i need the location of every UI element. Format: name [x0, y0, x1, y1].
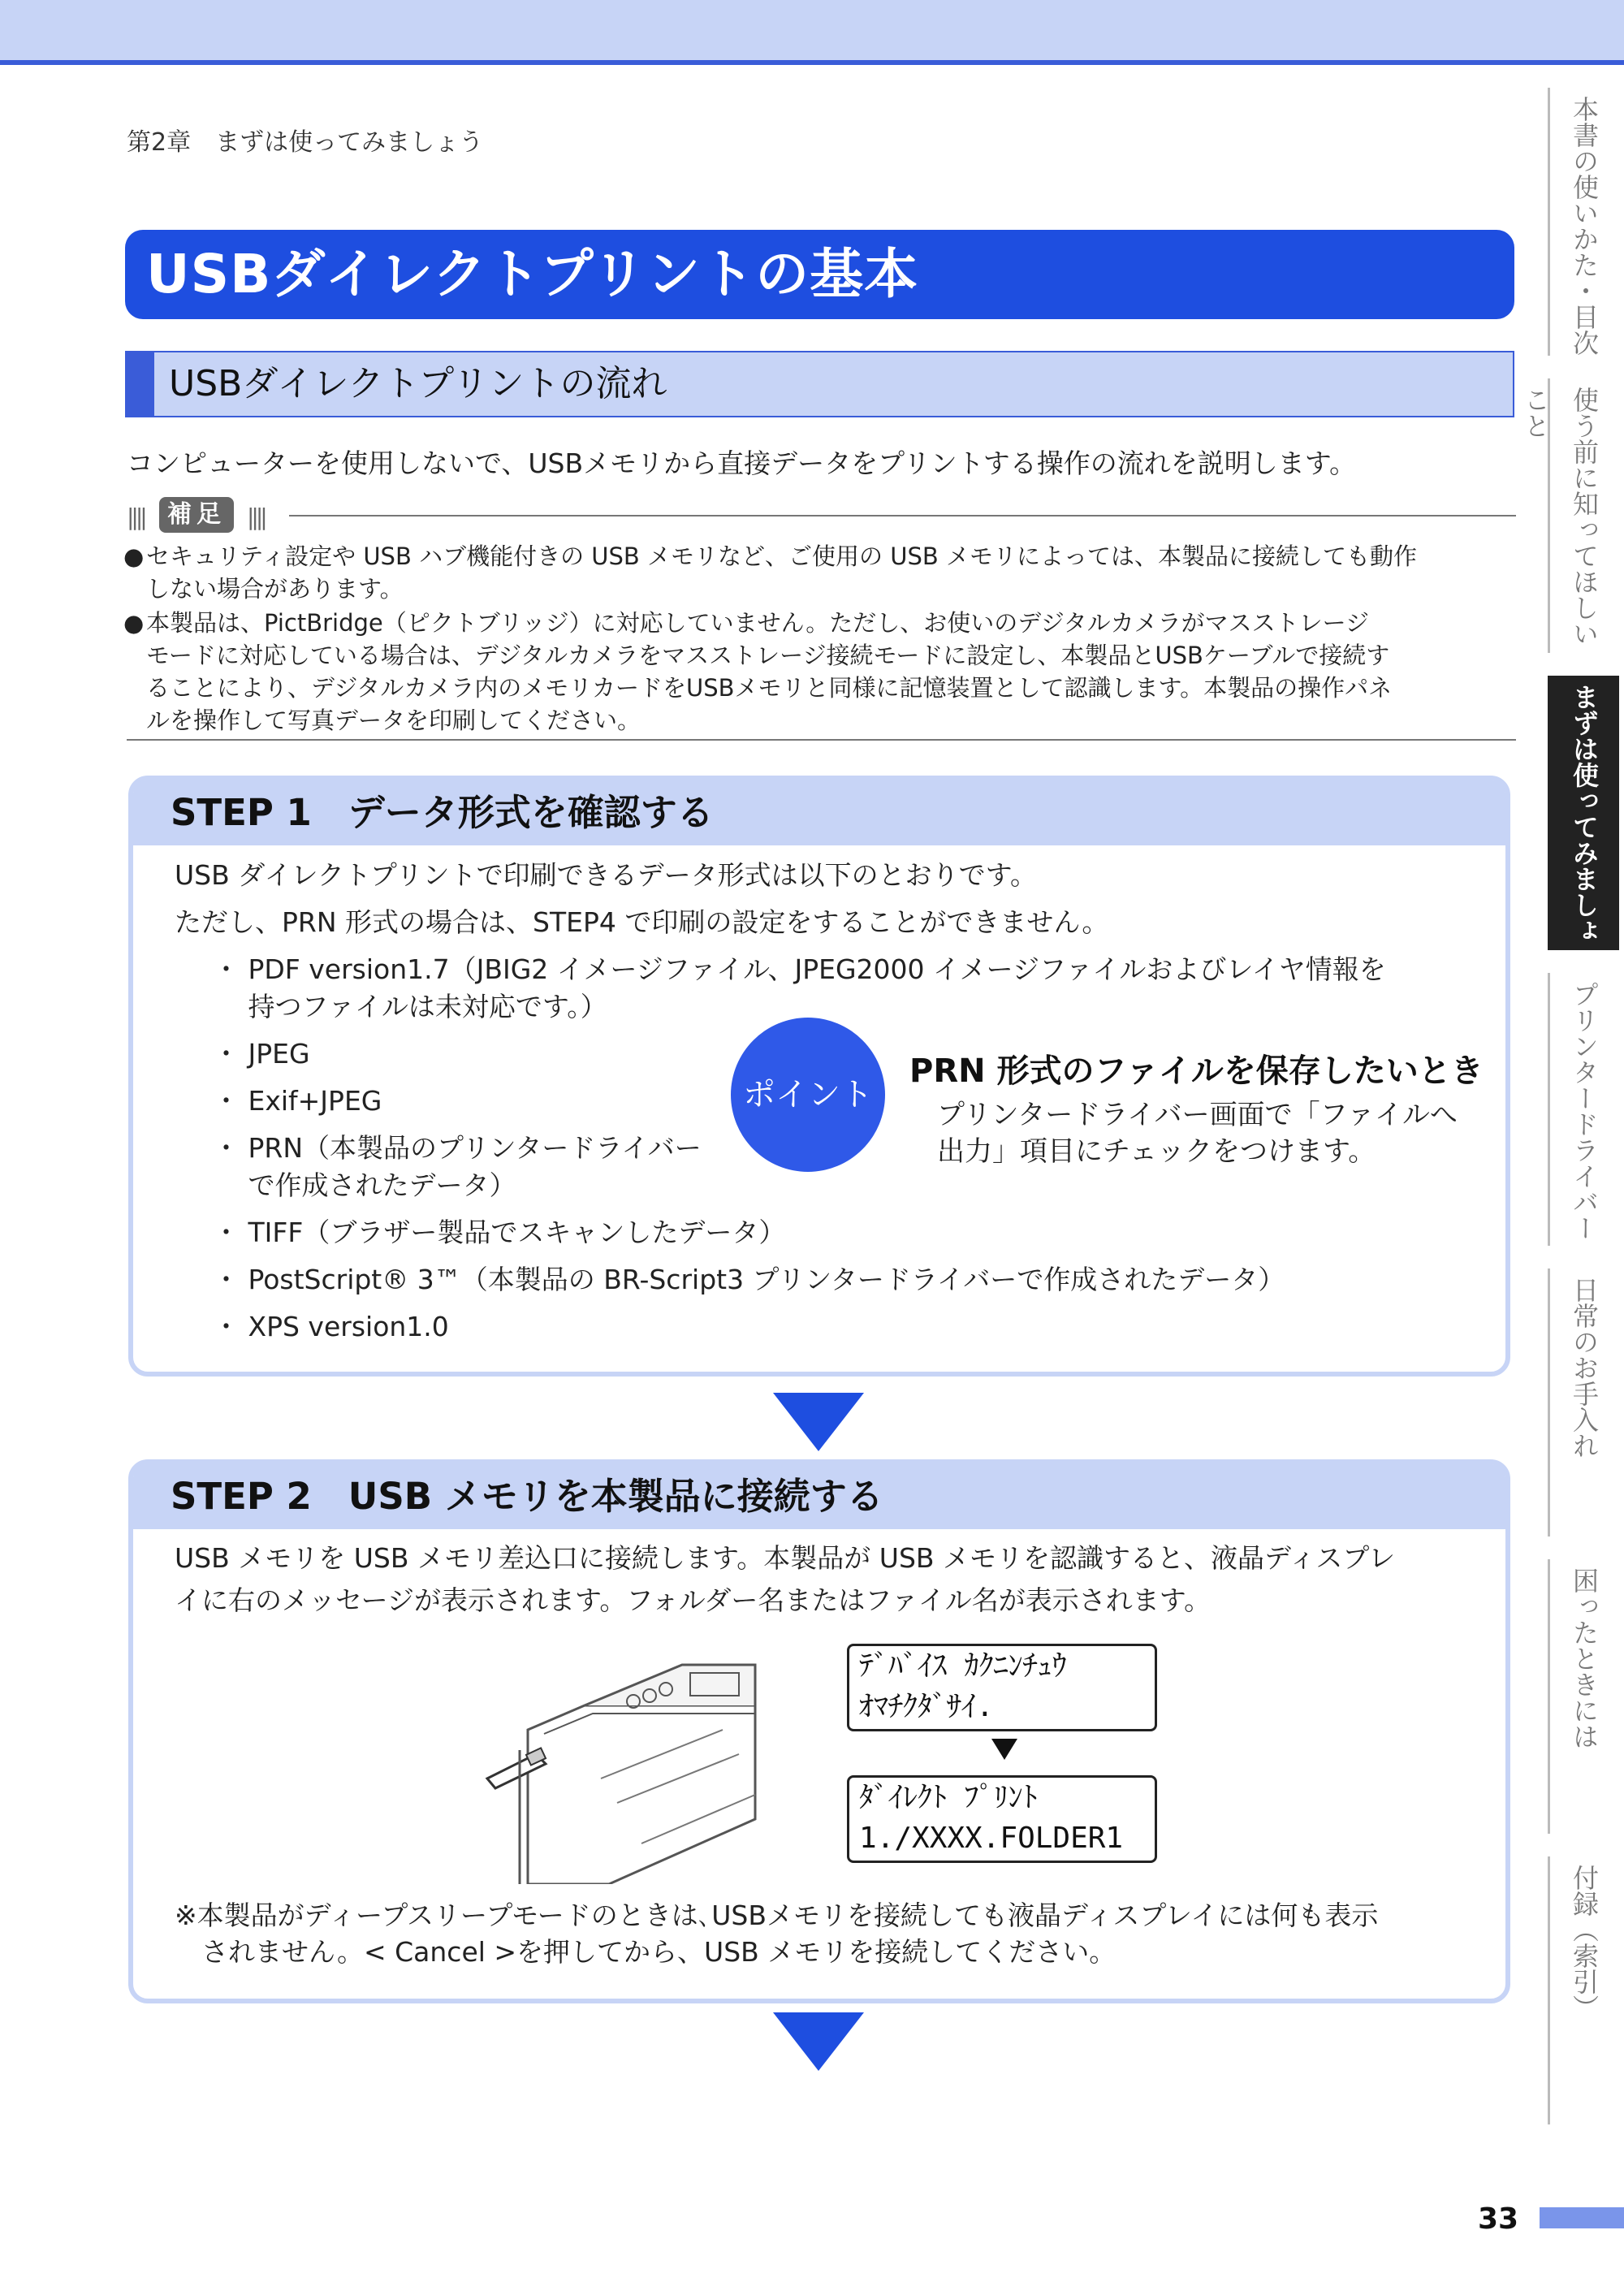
note-line: セキュリティ設定や USB ハブ機能付きの USB メモリなど、ご使用の USB メモリによっては、本製品に接続しても動作 [146, 542, 1417, 570]
side-tab-getting-started[interactable] [1520, 676, 1619, 950]
format-item: ・ JPEG [213, 1038, 310, 1070]
section-heading-text: USBダイレクトプリントの流れ [169, 363, 667, 404]
lcd-line: ﾃﾞﾊﾞｲｽ ｶｸﾆﾝﾁｭｳ [859, 1649, 1067, 1683]
header-band [0, 0, 1624, 60]
supplement-header [127, 497, 1516, 533]
note-item [123, 607, 1518, 737]
format-item: で作成されたデータ） [213, 1169, 516, 1201]
point-line: 出力」項目にチェックをつけます。 [937, 1135, 1376, 1168]
step2-footnote: されません。< Cancel >を押してから、USB メモリを接続してください。 [175, 1936, 1116, 1968]
format-item: ・ Exif+JPEG [213, 1085, 382, 1117]
side-tab-label: 本書の使いかた・目次 [1569, 96, 1600, 356]
bullet-icon: ● [123, 609, 145, 637]
supplement-rule [289, 515, 1516, 516]
note-line: モードに対応している場合は、デジタルカメラをマスストレージ接続モードに設定し、本製品とUSBケーブルで接続す [146, 642, 1390, 669]
side-tab-label: プリンタードライバー [1569, 981, 1600, 1241]
side-tab-appendix[interactable] [1548, 1856, 1619, 2124]
header-rule [0, 60, 1624, 65]
side-tab-label: 付録（索引） [1569, 1865, 1600, 2021]
side-tab-label: 日常のお手入れ [1569, 1277, 1600, 1459]
side-tab-printer-driver[interactable] [1548, 973, 1619, 1246]
down-arrow-icon [991, 1739, 1017, 1760]
section-heading [125, 351, 1514, 417]
page-title: USBダイレクトプリントの基本 [125, 230, 1514, 319]
note-line: 本製品は、PictBridge（ピクトブリッジ）に対応していません。ただし、お使いのデジタルカメラがマスストレージ [146, 609, 1369, 637]
note-divider [127, 739, 1516, 741]
supplement-badge: 補足 [159, 497, 234, 533]
lcd-line: ﾀﾞｲﾚｸﾄ ﾌﾟﾘﾝﾄ [859, 1781, 1038, 1814]
side-tab-toc[interactable] [1548, 88, 1619, 356]
point-title: PRN 形式のファイルを保存したいとき [909, 1052, 1484, 1090]
flow-arrow-icon [773, 2012, 864, 2071]
page-number-bar [1540, 2207, 1624, 2228]
format-item: ・ PostScript® 3™（本製品の BR-Script3 プリンタードライバーで作成されたデータ） [213, 1264, 1285, 1295]
format-item: ・ PDF version1.7（JBIG2 イメージファイル、JPEG2000 イメージファイルおよびレイヤ情報を [213, 953, 1386, 985]
note-item [123, 540, 1518, 605]
step2-line: イに右のメッセージが表示されます。フォルダー名またはファイル名が表示されます。 [175, 1584, 1212, 1616]
supplement-bars-right: |||| [247, 504, 265, 530]
side-tab-label: 困ったときには [1569, 1567, 1600, 1749]
lcd-message-direct-print [847, 1775, 1157, 1863]
side-tab-maintenance[interactable] [1548, 1269, 1619, 1536]
step2-footnote: ※本製品がディープスリープモードのときは､USBメモリを接続しても液晶ディスプレイには何も表示 [175, 1900, 1379, 1931]
point-line: プリンタードライバー画面で「ファイルへ [937, 1099, 1458, 1131]
side-tab-troubleshooting[interactable] [1548, 1559, 1619, 1834]
format-item: ・ PRN（本製品のプリンタードライバー [213, 1132, 702, 1164]
note-line: ルを操作して写真データを印刷してください。 [146, 707, 641, 734]
format-item: ・ XPS version1.0 [213, 1311, 449, 1342]
step2-header [133, 1464, 1505, 1529]
printer-usb-illustration [479, 1657, 771, 1884]
step2-line: USB メモリを USB メモリ差込口に接続します。本製品が USB メモリを認識すると、液晶ディスプレ [175, 1542, 1396, 1574]
step1-line: USB ダイレクトプリントで印刷できるデータ形式は以下のとおりです。 [175, 859, 1037, 891]
step1-line: ただし、PRN 形式の場合は、STEP4 で印刷の設定をすることができません。 [175, 906, 1109, 938]
supplement-bars-left: |||| [127, 504, 145, 530]
step1-heading: STEP 1 データ形式を確認する [171, 791, 714, 834]
note-line: しない場合があります。 [146, 575, 404, 603]
side-tab-before-use[interactable] [1520, 378, 1619, 653]
format-item: 持つファイルは未対応です。） [213, 991, 607, 1022]
lcd-line: 1./XXXX.FOLDER1 [859, 1822, 1124, 1855]
page-number: 33 [1478, 2202, 1519, 2236]
intro-text: コンピューターを使用しないで、USBメモリから直接データをプリントする操作の流れを説明します。 [127, 447, 1357, 479]
side-tab-label: 使う前に知ってほしいこと [1520, 387, 1600, 646]
lcd-line: ｵﾏﾁｸﾀﾞｻｲ. [859, 1690, 994, 1723]
section-heading-marker [127, 352, 154, 416]
format-item: ・ TIFF（ブラザー製品でスキャンしたデータ） [213, 1217, 786, 1248]
flow-arrow-icon [773, 1393, 864, 1451]
step2-heading: STEP 2 USB メモリを本製品に接続する [171, 1475, 883, 1518]
chapter-label: 第2章 まずは使ってみましょう [127, 128, 484, 157]
point-badge: ポイント [731, 1018, 885, 1172]
side-tab-label: まずは使ってみましょう [1520, 684, 1600, 944]
bullet-icon: ● [123, 542, 145, 570]
step1-header [133, 780, 1505, 845]
note-line: ることにより、デジタルカメラ内のメモリカードをUSBメモリと同様に記憶装置として認識します。本製品の操作パネ [146, 674, 1393, 702]
lcd-message-device-check [847, 1644, 1157, 1731]
